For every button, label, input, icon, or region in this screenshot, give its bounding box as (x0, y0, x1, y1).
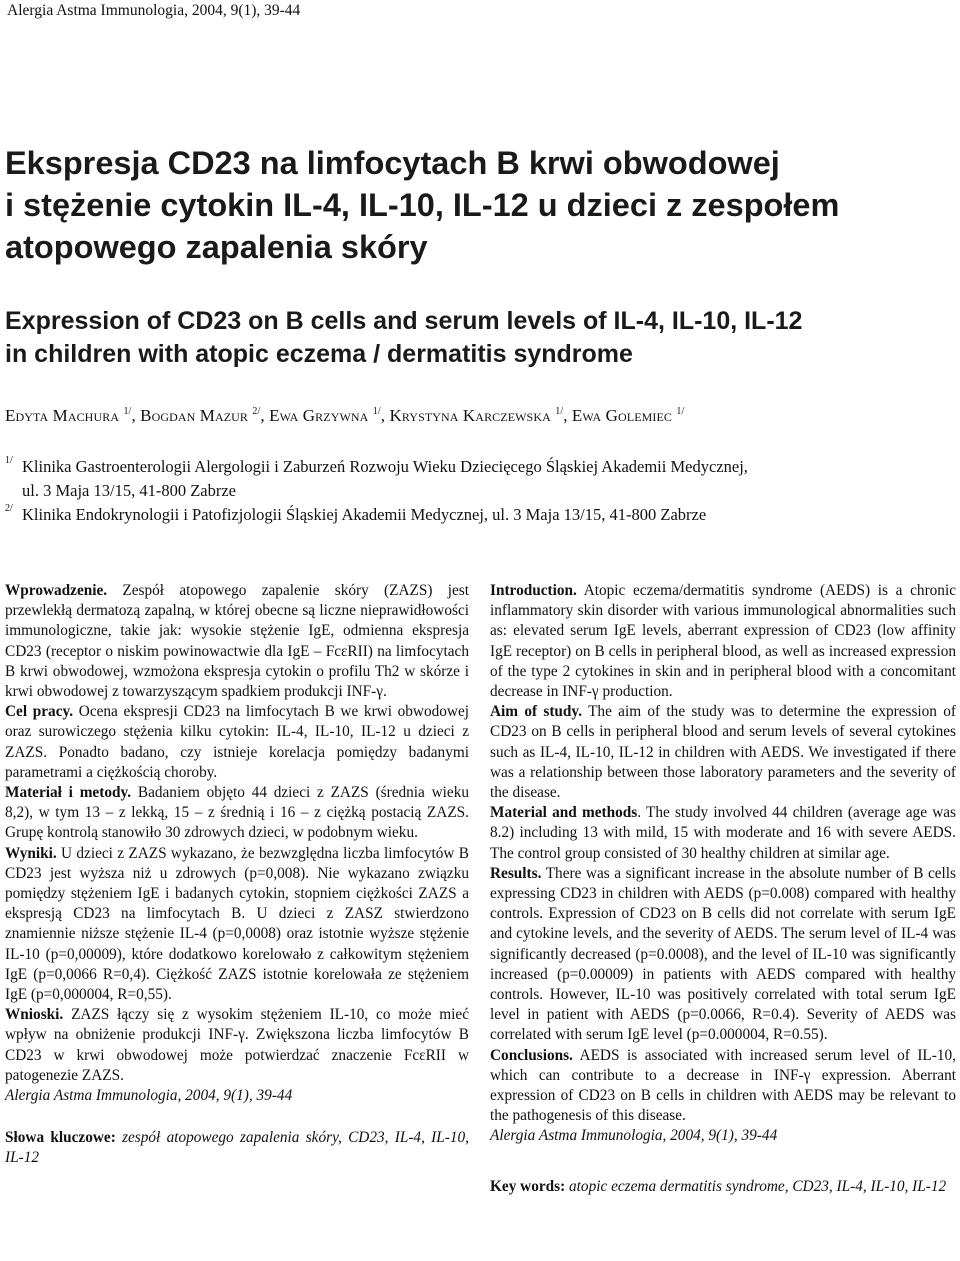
keywords (490, 1177, 956, 1197)
section-text: U dzieci z ZAZS wykazano, że bezwzględna liczba limfocytów B CD23 jest wyższa niż u zdrowych (p=0,008). Nie wykazano związku pomiędzy stężeniem IgE i badanych cytokin, stopniem ciężkości ZAZS a ekspresją CD23 na limfocytach B. U dzieci z ZASZ stwierdzono znamiennie niższe stężenie IL-4 (p=0,0008) oraz istotnie wyższe stężenie IL-10 (p=0,00009), które dodatkowo korelowało z całkowitym stężeniem IgE (p=0,0066 R=0,4). Ciężkość ZAZS istotnie korelowała ze stężeniem IgE (p=0,000004, R=0,55). (5, 844, 469, 1004)
citation: Alergia Astma Immunologia, 2004, 9(1), 39-44 (490, 1127, 778, 1145)
author-name: Ewa Golemiec (571, 406, 673, 425)
abstract-section-results (5, 844, 469, 1006)
affiliation-2 (5, 503, 748, 527)
section-text: Badaniem objęto 44 dzieci z ZAZS (średnia wieku 8,2), w tym 13 – z lekką, 15 – z średnią i 16 – z ciężką postacią ZAZS. Grupę kontrolą stanowiło 30 zdrowych dzieci, w podobnym wieku. (5, 784, 469, 842)
title-english-line: in children with atopic eczema / dermatitis syndrome (5, 340, 633, 368)
section-label: Conclusions. (490, 1046, 573, 1064)
section-text: There was a significant increase in the absolute number of B cells expressing CD23 in children with AEDS (p=0.008) compared with healthy controls. Expression of CD23 on B cells did not correlate with serum IgE and cytokine levels, and the severity of AEDS. The serum level of IL-4 was significantly decreased (p=0.0008), and the level of IL-10 was significantly increased (p=0.00009) in patients with AEDS compared with healthy controls. However, IL-10 was positively correlated with total serum IgE level in patient with AEDS (p=0.0066, R=0.4). Severity of AEDS was correlated with serum IgE level (p=0.000004, R=0.55). (490, 864, 956, 1044)
section-label: Materiał i metody. (5, 784, 132, 802)
section-text: . The study involved 44 children (average age was 8.2) including 13 with mild, 15 with moderate and 16 with severe AEDS. The control group consisted of 30 healthy children at similar age. (490, 804, 956, 862)
author-name: Edyta Machura (5, 406, 120, 425)
title-polish-line: Ekspresja CD23 na limfocytach B krwi obwodowej (5, 145, 780, 181)
abstract-section-aim (490, 702, 956, 803)
abstract-polish (5, 581, 469, 1169)
author-name: Bogdan Mazur (140, 406, 249, 425)
abstract-section-aim (5, 702, 469, 783)
abstract-section-conclusions (5, 1005, 469, 1086)
abstract-section-methods (5, 783, 469, 844)
title-polish-line: atopowego zapalenia skóry (5, 229, 428, 265)
section-label: Wnioski. (5, 1006, 64, 1024)
section-label: Aim of study. (490, 703, 583, 721)
affiliation-1 (5, 455, 748, 503)
section-label: Results. (490, 864, 542, 882)
title-english (5, 305, 955, 371)
title-english-line: Expression of CD23 on B cells and serum levels of IL-4, IL-10, IL-12 (5, 307, 803, 335)
section-text: Zespół atopowego zapalenie skóry (ZAZS) jest przewlekłą dermatozą zapalną, w której obecne są liczne nieprawidłowości immunologiczne, takie jak: wysokie stężenie IgE, odmienna ekspresja CD23 (receptor o niskim powinowactwie dla IgE – FcεRII) na limfocytach B krwi obwodowej, wzmożona ekspresja cytokin o profilu Th2 w skórze i krwi obwodowej z towarzyszącym spadkiem produkcji INF-γ. (5, 582, 469, 701)
section-label: Wyniki. (5, 844, 57, 862)
affiliation-line: Klinika Endokrynologii i Patofizjologii Śląskiej Akademii Medycznej, ul. 3 Maja 13/15, 41-800 Zabrze (22, 505, 707, 524)
keywords-text: atopic eczema dermatitis syndrome, CD23, IL-4, IL-10, IL-12 (565, 1177, 947, 1195)
abstract-section-results (490, 864, 956, 1046)
abstract-section-intro (5, 581, 469, 702)
author-affiliation-mark: 1/ (555, 406, 564, 417)
abstract-section-conclusions (490, 1046, 956, 1127)
title-polish-line: i stężenie cytokin IL-4, IL-10, IL-12 u dzieci z zespołem (5, 187, 840, 223)
section-label: Material and methods (490, 804, 638, 822)
abstract-section-intro (490, 581, 956, 702)
title-polish (5, 142, 955, 268)
affiliation-line: Klinika Gastroenterologii Alergologii i Zaburzeń Rozwoju Wieku Dziecięcego Śląskiej Akademii Medycznej, (22, 457, 748, 476)
author-name: Ewa Grzywna (269, 406, 369, 425)
section-text: AEDS is associated with increased serum level of IL-10, which can contribute to a decrease in INF-γ expression. Aberrant expression of CD23 on B cells in children with AEDS may be relevant to the pathogenesis of this disease. (490, 1046, 956, 1125)
citation: Alergia Astma Immunologia, 2004, 9(1), 39-44 (5, 1087, 293, 1105)
abstract-english (490, 581, 956, 1197)
running-head: Alergia Astma Immunologia, 2004, 9(1), 39-44 (7, 2, 301, 19)
abstract-section-methods (490, 803, 956, 864)
author-affiliation-mark: 1/ (676, 406, 685, 417)
affiliation-line: ul. 3 Maja 13/15, 41-800 Zabrze (22, 481, 236, 500)
keywords-label: Key words: (490, 1177, 566, 1195)
author-name: Krystyna Karczewska (389, 406, 551, 425)
keywords-label: Słowa kluczowe: (5, 1129, 116, 1147)
section-text: Atopic eczema/dermatitis syndrome (AEDS) is a chronic inflammatory skin disorder with various immunological abnormalities such as: elevated serum IgE levels, aberrant expression of CD23 (low affinity IgE receptor) on B cells in peripheral blood, as well as increased expression of the type 2 cytokines in skin and in peripheral blood with a concomitant decrease in INF-γ production. (490, 582, 956, 701)
affiliations (5, 455, 748, 527)
section-label: Wprowadzenie. (5, 582, 108, 599)
author-affiliation-mark: 1/ (123, 406, 132, 417)
section-label: Introduction. (490, 582, 577, 599)
author-list: Edyta Machura $^{1/}$, Bogdan Mazur $^{2/}$, Ewa Grzywna $^{1/}$, Krystyna Karczewska $^{1/}$, Ewa Golemiec $^{1/}$ (5, 406, 685, 425)
author-affiliation-mark: 1/ (372, 406, 381, 417)
affiliation-mark: 2/ (5, 503, 13, 514)
section-text: ZAZS łączy się z wysokim stężeniem IL-10, co może mieć wpływ na obniżenie produkcji INF-γ. Zwiększona liczba limfocytów B CD23 w krwi obwodowej może potwierdzać znaczenie FcεRII w patogenezie ZAZS. (5, 1006, 469, 1084)
section-label: Cel pracy. (5, 703, 74, 721)
author-affiliation-mark: 2/ (252, 406, 261, 417)
keywords-text: zespół atopowego zapalenia skóry, CD23, IL-4, IL-10, IL-12 (5, 1129, 469, 1167)
section-text: Ocena ekspresji CD23 na limfocytach B we krwi obwodowej oraz surowiczego stężenia kilku cytokin: IL-4, IL-10, IL-12 u dzieci z ZAZS. Ponadto badano, czy istnieje korelacja pomiędzy badanymi parametrami a ciężkością choroby. (5, 703, 470, 781)
keywords (5, 1128, 469, 1168)
section-text: The aim of the study was to determine the expression of CD23 on B cells in peripheral blood and serum levels of several cytokines such as IL-4, IL-10, IL-12 in children with AEDS. We investigated if there was a relationship between those laboratory parameters and the severity of the disease. (490, 703, 956, 802)
affiliation-mark: 1/ (5, 455, 13, 466)
